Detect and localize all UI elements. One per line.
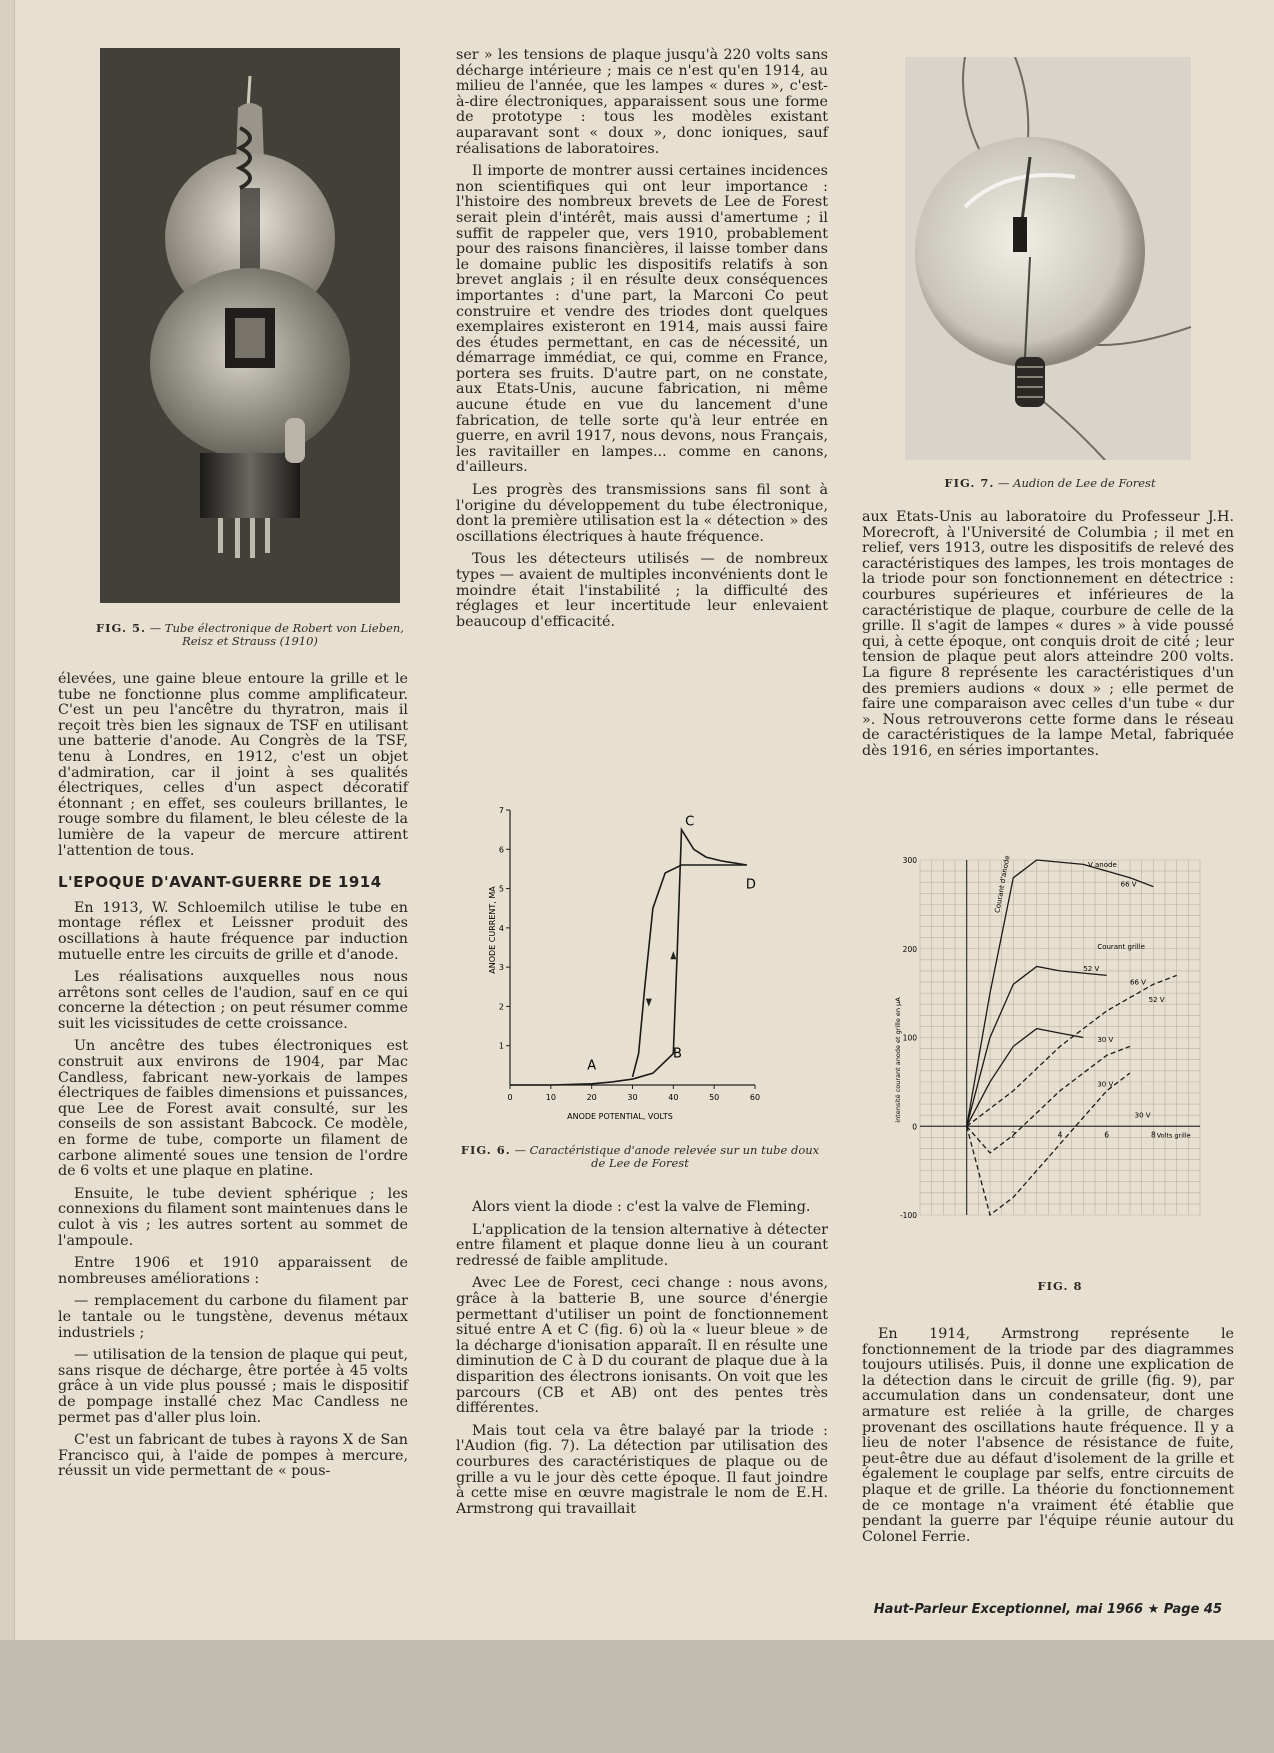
fig8-y-tick-label: 300 [902, 856, 917, 865]
col2-paragraph: Les progrès des transmissions sans fil sont à l'origine du développement du tube électronique, dont la première utilisation est la « détection » des oscillations électriques à haute fréquence. [456, 482, 828, 545]
fig8-y-tick-label: 100 [902, 1033, 917, 1043]
fig8-annotation: 30 V [1097, 1035, 1114, 1044]
fig7-photo [905, 57, 1191, 460]
fig7-number: FIG. 7. [944, 476, 995, 490]
fig8-x-tick-label: 6 [1104, 1130, 1110, 1140]
fig6-y-tick-label: 4 [498, 923, 504, 933]
fig6-x-tick-label: 10 [545, 1093, 556, 1102]
col3-paragraph: En 1914, Armstrong représente le fonctionnement de la triode par des diagrammes toujours utilisés. Puis, il donne une explication de la détection dans le circuit de grille (fig. 9), par accumulation dans un condensateur, dont une armature est reliée à la grille, de charges provenant des oscillations haute fréquence. Il y a lieu de noter l'absence de résistance de fuite, peut-être due au défaut d'isolement de la grille et également le couplage par selfs, entre circuits de plaque et de grille. La théorie du fonctionnement de ce montage n'a vraiment été établie que pendant la guerre par l'équipe réunie autour du Colonel Ferrie. [862, 1326, 1234, 1545]
column-3-bottom [862, 1327, 1234, 1552]
fig8-y-tick-label: 0 [912, 1122, 917, 1132]
col3-paragraph: aux Etats-Unis au laboratoire du Professeur J.H. Morecroft, à l'Université de Columbia ; il met en relief, vers 1913, outre les dispositifs de relevé des caractéristiques des lampes, les trois montages de la triode pour son fonctionnement en détectrice : courbures supérieures et inférieures de la caractéristique de plaque, courbure de celle de la grille. Il s'agit de lampes « dures » à vide poussé qui, à cette époque, ont conquis droit de cité ; leur tension de plaque peut alors atteindre 200 volts. La figure 8 représente les caractéristiques d'un des premiers audions « doux » ; elle permet de faire une comparaison avec celles d'un tube « dur ». Nous retrouverons cette forme dans le réseau de caractéristiques de la lampe Metal, fabriquée dès 1916, en séries importantes. [862, 509, 1234, 759]
fig8-caption [1020, 1280, 1100, 1293]
fig8-y-tick-label: -100 [899, 1211, 917, 1220]
fig8-annotation: 52 V [1148, 996, 1165, 1004]
fig8-annotation: 30 V [1134, 1111, 1151, 1120]
fig8-annotation: Courant d'anode [993, 854, 1012, 914]
col2-paragraph: L'application de la tension alternative à détecter entre filament et plaque donne lieu à un courant redressé de faible amplitude. [456, 1221, 828, 1269]
column-2-bottom [456, 1200, 828, 1524]
fig6-caption-text: — Caractéristique d'anode relevée sur un tube doux de Lee de Forest [514, 1143, 820, 1170]
fig6-caption [455, 1144, 825, 1170]
fig6-point-label: A [587, 1058, 597, 1074]
fig8-annotation: 52 V [1083, 964, 1100, 973]
fig6-number: FIG. 6. [460, 1143, 511, 1157]
col1-paragraph: Entre 1906 et 1910 apparaissent de nombreuses améliorations : [58, 1255, 408, 1287]
fig7-caption-text: — Audion de Lee de Forest [998, 476, 1156, 490]
vacuum-tube-image [100, 48, 400, 603]
fig8-annotation: 66 V [1130, 978, 1146, 987]
col1-paragraph: — remplacement du carbone du filament par le tantale ou le tungstène, devenus métaux industriels ; [58, 1293, 408, 1341]
fig6-y-tick-label: 3 [498, 963, 504, 973]
fig6-y-label: ANODE CURRENT, MA [488, 886, 497, 974]
fig6-y-tick-label: 5 [498, 884, 504, 894]
fig8-x-tick-label: 8 [1150, 1130, 1156, 1140]
col1-paragraph: — utilisation de la tension de plaque qui peut, sans risque de décharge, être portée à 45 volts grâce à un vide plus poussé ; mais le dispositif de pompage installé chez Mac Candless ne permet pas d'aller plus loin. [58, 1347, 408, 1426]
fig8-annotation: Courant grille [1097, 942, 1145, 951]
col1-paragraph: Ensuite, le tube devient sphérique ; les connexions du filament sont maintenues dans le culot à vis ; les autres sortent au sommet de l'ampoule. [58, 1185, 408, 1249]
page-edge [0, 0, 15, 1640]
fig8-annotation: V anode [1088, 861, 1117, 870]
fig8-number: FIG. 8 [1037, 1279, 1083, 1293]
fig6-arrow-up [670, 951, 676, 959]
fig8-chart [870, 850, 1210, 1250]
background-surface [0, 1640, 1274, 1753]
col1-paragraph: En 1913, W. Schloemilch utilise le tube en montage réflex et Leissner produit des oscillations à haute fréquence par induction mutuelle entre les circuits de grille et d'anode. [58, 899, 408, 963]
audion-image [905, 57, 1191, 460]
fig8-x-label: Volts grille [1156, 1131, 1191, 1140]
fig6-y-tick-label: 1 [498, 1041, 504, 1051]
fig6-point-label: B [672, 1046, 682, 1062]
col2-paragraph: Avec Lee de Forest, ceci change : nous avons, grâce à la batterie B, une source d'énergie permettant d'utiliser un point de fonctionnement situé entre A et C (fig. 6) où la « lueur bleue » de la décharge d'ionisation apparaît. Il en résulte une diminution de C à D du courant de plaque due à la disparition des électrons ionisants. On voit que les parcours (CB et AB) ont des pentes très différentes. [456, 1275, 828, 1417]
col1-paragraph: Les réalisations auxquelles nous nous arrêtons sont celles de l'audion, sauf en ce qui concerne la détection ; on peut résumer comme suit les vicissitudes de cette croissance. [58, 969, 408, 1032]
fig6-x-tick-label: 30 [627, 1093, 638, 1102]
fig8-annotation: 66 V [1120, 880, 1137, 889]
fig8-y-tick-label: 200 [902, 944, 917, 954]
fig6-y-tick-label: 6 [498, 845, 504, 855]
fig8-annotation: 30 V [1097, 1080, 1114, 1089]
fig5-number: FIG. 5. [96, 621, 146, 635]
col2-paragraph: Il importe de montrer aussi certaines incidences non scientifiques qui ont leur importance : l'histoire des nombreux brevets de Lee de Forest serait plein d'intérêt, mais aussi d'amertume ; il suffit de rappeler que, vers 1910, probablement pour des raisons financières, il laisse tomber dans le domaine public les dispositifs relatifs à son brevet anglais ; il en résulte deux conséquences importantes : d'une part, la Marconi Co peut construire et vendre des triodes dont quelques exemplaires existeront en 1914, mais aussi faire des études permettant, en cas de nécessité, un démarrage immédiat, ce qui, comme en France, portera ses fruits. D'autre part, on ne constate, aux Etats-Unis, aucune fabrication, ni même aucune étude en vue du lancement d'une fabrication, de telle sorte qu'à leur entrée en guerre, en avril 1917, nous devons, nous Français, les ravitailler en lampes... comme en canons, d'ailleurs. [456, 163, 828, 476]
fig6-x-tick-label: 0 [507, 1093, 513, 1102]
fig6-x-tick-label: 50 [709, 1093, 720, 1102]
page-footer: Haut-Parleur Exceptionnel, mai 1966 ★ Page 45 [873, 1602, 1222, 1617]
column-2-top [456, 48, 828, 637]
fig6-series-line-0 [510, 830, 747, 1085]
fig6-point-label: D [745, 877, 756, 893]
fig7-caption [905, 477, 1195, 490]
fig6-x-tick-label: 60 [749, 1093, 761, 1102]
fig6-chart [455, 780, 795, 1130]
col1-paragraph: élevées, une gaine bleue entoure la grille et le tube ne fonctionne plus comme amplificateur. C'est un peu l'ancêtre du thyratron, mais il reçoit très bien les signaux de TSF en utilisant une batterie d'anode. Au Congrès de la TSF, tenu à Londres, en 1912, c'est un objet d'admiration, car il joint à ses qualités électriques, celles d'un aspect décoratif étonnant ; en effet, ses couleurs brillantes, le rouge sombre du filament, le bleu céleste de la lumière de la vapeur de mercure attirent l'attention de tous. [58, 671, 408, 859]
section-heading: L'EPOQUE D'AVANT-GUERRE DE 1914 [58, 873, 382, 892]
fig5-photo [100, 48, 400, 603]
fig6-point-label: C [685, 814, 695, 830]
fig8-x-tick-label: 2 [1010, 1130, 1016, 1140]
fig6-arrow-down [646, 999, 652, 1007]
col1-paragraph: C'est un fabricant de tubes à rayons X de San Francisco qui, à l'aide de pompes à mercure, réussit un vide permettant de « pous- [58, 1432, 408, 1480]
column-1 [58, 672, 408, 1487]
col2-paragraph: ser » les tensions de plaque jusqu'à 220 volts sans décharge intérieure ; mais ce n'est qu'en 1914, au milieu de l'année, que les lampes « dures », c'est-à-dire électroniques, apparaissent sous une forme de prototype : tous les modèles existant auparavant sont « doux », donc ioniques, sauf réalisations de laboratoires. [456, 47, 828, 157]
col2-paragraph: Tous les détecteurs utilisés — de nombreux types — avaient de multiples inconvénients dont le moindre était l'instabilité ; la difficulté des réglages et leur incertitude leur enlevaient beaucoup d'efficacité. [456, 551, 828, 630]
col2-paragraph: Alors vient la diode : c'est la valve de Fleming. [472, 1199, 811, 1215]
fig6-y-tick-label: 7 [498, 806, 504, 815]
fig6-x-label: ANODE POTENTIAL, VOLTS [567, 1112, 673, 1121]
column-3-top [862, 510, 1234, 767]
fig8-x-tick-label: 4 [1057, 1130, 1063, 1140]
col2-paragraph: Mais tout cela va être balayé par la triode : l'Audion (fig. 7). La détection par utilisation des courbures des caractéristiques de plaque ou de grille a vu le jour dès cette époque. Il faut joindre à cette mise en œuvre magistrale le nom de E.H. Armstrong qui travaillait [456, 1422, 828, 1517]
col1-paragraph: Un ancêtre des tubes électroniques est construit aux environs de 1904, par Mac Candless, fabricant new-yorkais de lampes électriques de faibles dimensions et puissances, que Lee de Forest avait consulté, sur les conseils de son assistant Babcock. Ce modèle, en forme de tube, comporte un filament de carbone alimenté soues une tension de l'ordre de 6 volts et une plaque en platine. [58, 1038, 408, 1180]
fig8-y-label: intensité courant anode et grille en µA [894, 997, 902, 1123]
fig6-y-tick-label: 2 [498, 1002, 504, 1012]
fig6-series-line-1 [633, 865, 747, 1077]
fig5-caption [95, 622, 405, 648]
fig6-x-tick-label: 20 [586, 1093, 597, 1102]
fig5-caption-text: — Tube électronique de Robert von Lieben, Reisz et Strauss (1910) [149, 621, 404, 648]
fig6-x-tick-label: 40 [668, 1093, 679, 1102]
